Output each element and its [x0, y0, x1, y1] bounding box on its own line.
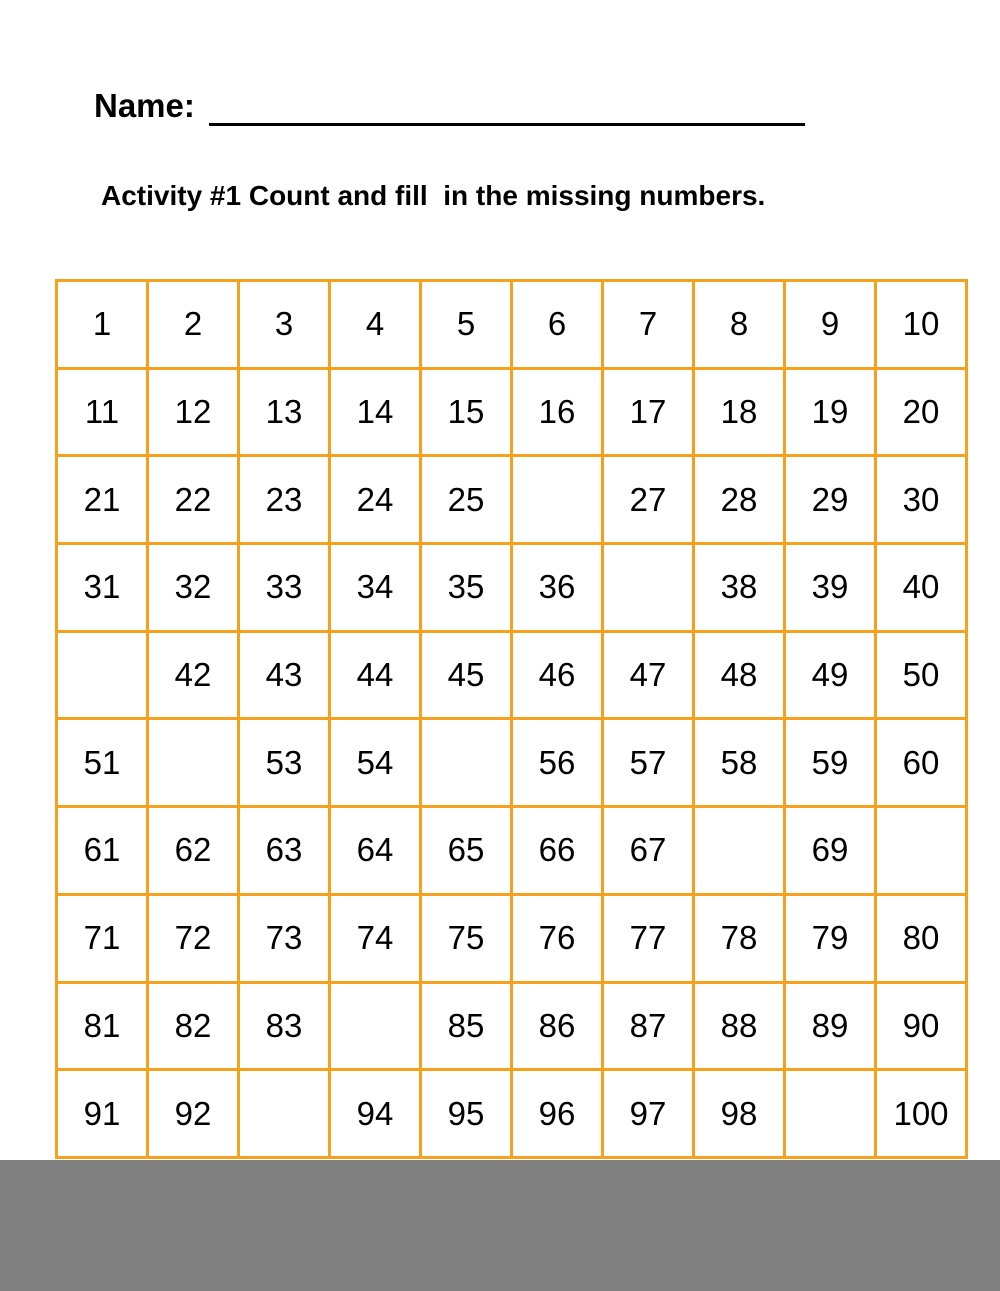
grid-cell: 66: [512, 807, 603, 895]
grid-cell[interactable]: [421, 719, 512, 807]
grid-cell[interactable]: [512, 456, 603, 544]
grid-cell: 60: [876, 719, 967, 807]
missing-number-input[interactable]: [608, 557, 688, 617]
grid-cell: 13: [239, 368, 330, 456]
grid-cell: 3: [239, 281, 330, 369]
grid-cell[interactable]: [148, 719, 239, 807]
missing-number-input[interactable]: [244, 1084, 324, 1144]
grid-row: [57, 1070, 967, 1158]
grid-cell: 5: [421, 281, 512, 369]
grid-cell: 71: [57, 894, 148, 982]
grid-cell: 24: [330, 456, 421, 544]
grid-cell: 82: [148, 982, 239, 1070]
grid-cell: 98: [694, 1070, 785, 1158]
grid-cell: 32: [148, 544, 239, 632]
missing-number-input[interactable]: [62, 645, 142, 705]
grid-cell: 10: [876, 281, 967, 369]
grid-cell: 53: [239, 719, 330, 807]
grid-cell: 20: [876, 368, 967, 456]
grid-cell: 85: [421, 982, 512, 1070]
grid-cell: 57: [603, 719, 694, 807]
grid-cell: 86: [512, 982, 603, 1070]
bottom-bar: [0, 1160, 1000, 1291]
grid-cell: 79: [785, 894, 876, 982]
grid-cell: 76: [512, 894, 603, 982]
missing-number-input[interactable]: [153, 733, 233, 793]
grid-cell: 12: [148, 368, 239, 456]
name-label: Name:: [94, 87, 195, 124]
grid-cell: 11: [57, 368, 148, 456]
grid-cell[interactable]: [876, 807, 967, 895]
grid-cell: 2: [148, 281, 239, 369]
grid-cell: 73: [239, 894, 330, 982]
grid-cell: 33: [239, 544, 330, 632]
grid-cell: 94: [330, 1070, 421, 1158]
grid-row: [57, 456, 967, 544]
grid-cell: 90: [876, 982, 967, 1070]
grid-cell: 95: [421, 1070, 512, 1158]
grid-row: [57, 281, 967, 369]
grid-cell: 50: [876, 631, 967, 719]
grid-cell: 6: [512, 281, 603, 369]
grid-cell: 15: [421, 368, 512, 456]
grid-cell[interactable]: [603, 544, 694, 632]
grid-cell: 34: [330, 544, 421, 632]
grid-cell: 25: [421, 456, 512, 544]
grid-cell: 67: [603, 807, 694, 895]
grid-row: [57, 894, 967, 982]
grid-cell: 31: [57, 544, 148, 632]
grid-cell: 44: [330, 631, 421, 719]
grid-cell: 83: [239, 982, 330, 1070]
grid-cell: 35: [421, 544, 512, 632]
grid-cell: 100: [876, 1070, 967, 1158]
grid-cell: 48: [694, 631, 785, 719]
missing-number-input[interactable]: [426, 733, 506, 793]
grid-cell: 45: [421, 631, 512, 719]
grid-cell: 36: [512, 544, 603, 632]
grid-cell[interactable]: [785, 1070, 876, 1158]
grid-cell: 29: [785, 456, 876, 544]
hundred-chart: [55, 279, 968, 1159]
grid-cell: 30: [876, 456, 967, 544]
grid-cell[interactable]: [57, 631, 148, 719]
grid-cell: 1: [57, 281, 148, 369]
grid-cell: 27: [603, 456, 694, 544]
grid-cell: 91: [57, 1070, 148, 1158]
grid-row: [57, 631, 967, 719]
grid-row: [57, 544, 967, 632]
grid-cell: 72: [148, 894, 239, 982]
grid-cell: 51: [57, 719, 148, 807]
grid-cell: 43: [239, 631, 330, 719]
grid-cell: 14: [330, 368, 421, 456]
grid-cell[interactable]: [694, 807, 785, 895]
grid-cell: 23: [239, 456, 330, 544]
grid-cell: 8: [694, 281, 785, 369]
grid-cell: 46: [512, 631, 603, 719]
grid-cell: 56: [512, 719, 603, 807]
missing-number-input[interactable]: [699, 820, 779, 880]
grid-cell: 87: [603, 982, 694, 1070]
grid-cell: 18: [694, 368, 785, 456]
grid-cell: 89: [785, 982, 876, 1070]
grid-row: [57, 982, 967, 1070]
grid-cell: 77: [603, 894, 694, 982]
grid-cell: 74: [330, 894, 421, 982]
grid-cell: 78: [694, 894, 785, 982]
missing-number-input[interactable]: [790, 1084, 870, 1144]
grid-cell[interactable]: [239, 1070, 330, 1158]
grid-cell: 65: [421, 807, 512, 895]
grid-cell: 96: [512, 1070, 603, 1158]
grid-cell: 38: [694, 544, 785, 632]
grid-cell: 16: [512, 368, 603, 456]
grid-cell: 75: [421, 894, 512, 982]
grid-cell: 47: [603, 631, 694, 719]
grid-cell: 61: [57, 807, 148, 895]
grid-row: [57, 719, 967, 807]
grid-cell: 58: [694, 719, 785, 807]
grid-cell[interactable]: [330, 982, 421, 1070]
missing-number-input[interactable]: [881, 820, 961, 880]
grid-cell: 4: [330, 281, 421, 369]
grid-cell: 59: [785, 719, 876, 807]
grid-cell: 7: [603, 281, 694, 369]
grid-cell: 49: [785, 631, 876, 719]
grid-row: [57, 807, 967, 895]
name-input[interactable]: [209, 87, 805, 126]
missing-number-input[interactable]: [335, 996, 415, 1056]
grid-cell: 92: [148, 1070, 239, 1158]
grid-cell: 81: [57, 982, 148, 1070]
grid-cell: 19: [785, 368, 876, 456]
grid-cell: 9: [785, 281, 876, 369]
grid-cell: 62: [148, 807, 239, 895]
grid-cell: 54: [330, 719, 421, 807]
grid-cell: 88: [694, 982, 785, 1070]
grid-cell: 64: [330, 807, 421, 895]
name-line: [94, 86, 805, 126]
grid-cell: 69: [785, 807, 876, 895]
grid-cell: 22: [148, 456, 239, 544]
grid-cell: 97: [603, 1070, 694, 1158]
missing-number-input[interactable]: [517, 470, 597, 530]
activity-instructions: Activity #1 Count and fill in the missing numbers.: [101, 180, 766, 211]
grid-row: [57, 368, 967, 456]
grid-cell: 28: [694, 456, 785, 544]
grid-cell: 17: [603, 368, 694, 456]
grid-cell: 40: [876, 544, 967, 632]
grid-cell: 39: [785, 544, 876, 632]
grid-cell: 63: [239, 807, 330, 895]
grid-cell: 80: [876, 894, 967, 982]
grid-cell: 42: [148, 631, 239, 719]
grid-cell: 21: [57, 456, 148, 544]
